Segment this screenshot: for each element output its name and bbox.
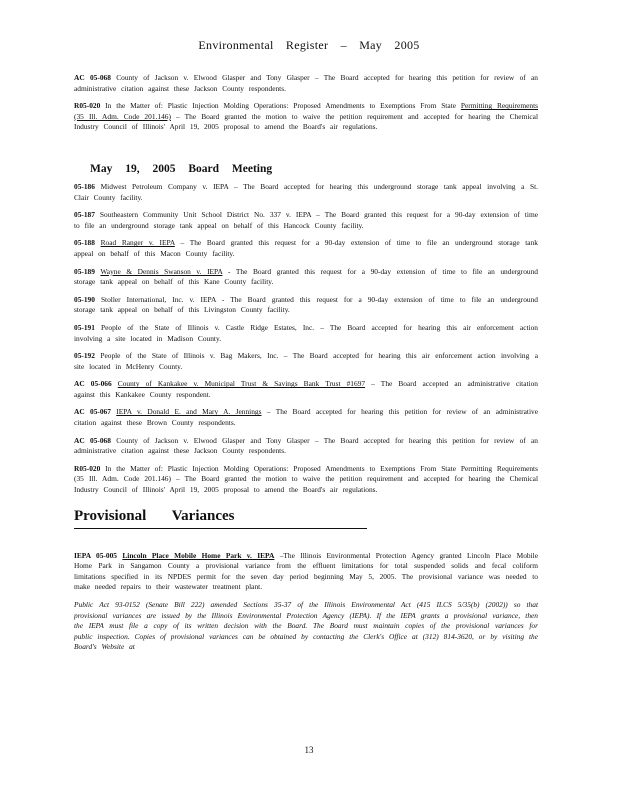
entry-id: 05-187: [74, 210, 95, 220]
entry-text: – The Board granted the motion to waive the petition requirement and accepted for hearing the Chemical Industry Council of Illinois' April 19, 2005 proposal to amend the Board's air regulations.: [74, 111, 538, 132]
entry-id: IEPA 05-005: [74, 550, 117, 560]
entry-r05-020-top: [74, 101, 538, 133]
entry-text: – The Board accepted an administrative citation against this Kankakee County respondent.: [74, 379, 539, 399]
entry-case-name: County of Kankakee v. Municipal Trust & Savings Bank Trust #1697: [117, 379, 366, 389]
entry-text: People of the State of Illinois v. Bag Makers, Inc. – The Board accepted for hearing this air enforcement action involving a site located in McHenry County.: [74, 351, 538, 371]
entry-text: In the Matter of: Plastic Injection Molding Operations: Proposed Amendments to Exemptions From State: [100, 101, 461, 111]
entry-id: AC 05-066: [74, 379, 112, 389]
entry-underlined-text: Permitting Requirements (35 Ill. Adm. Code 201.146): [74, 101, 538, 121]
entry-id: R05-020: [74, 101, 101, 111]
page-header: Environmental Register – May 2005: [198, 38, 420, 52]
entry-text: Midwest Petroleum Company v. IEPA – The Board accepted for hearing this underground storage tank appeal involving a St. Clair County facility.: [74, 181, 538, 202]
entry-text: –The Illinois Environmental Protection Agency granted Lincoln Place Mobile Home Park in Sangamon County a provisional variance from the effluent limitations for total suspended solids and fecal coliform limitations specified in its NPDES permit for the seven day period beginning May 5, 2005. The provisional variance was needed to make needed repairs to their wastewater treatment plant.: [74, 550, 538, 592]
entry-text: - The Board granted this request for a 90-day extension of time to file an underground storage tank appeal on behalf of this Kane County facility.: [74, 266, 538, 287]
entry-text: County of Jackson v. Elwood Glasper and Tony Glasper – The Board accepted for hearing this petition for review of an administrative citation against these Jackson County respondents.: [74, 435, 538, 456]
entry-text: – The Board granted this request for a 90-day extension of time to file an underground storage tank appeal on behalf of this Macon County facility.: [74, 238, 538, 258]
entry-text: County of Jackson v. Elwood Glasper and Tony Glasper – The Board accepted for hearing this petition for review of an administrative citation against these Jackson County respondents.: [74, 73, 538, 93]
entry-case-name: Road Ranger v. IEPA: [100, 238, 175, 248]
entry-id: AC 05-068: [74, 73, 111, 82]
entry-id: 05-189: [74, 266, 95, 276]
entry-ac-05-067: [74, 407, 538, 428]
entry-05-189: [74, 267, 538, 288]
entry-id: 05-186: [74, 181, 95, 191]
entry-r05-020: [74, 464, 538, 496]
page-number: 13: [304, 745, 314, 755]
entry-id: 05-191: [74, 322, 95, 332]
entry-id: AC 05-067: [74, 407, 111, 417]
entry-iepa-05-005: [74, 551, 538, 593]
entry-ac-05-068: [74, 436, 538, 457]
entry-05-188: [74, 238, 538, 259]
public-act-note: Public Act 93-0152 (Senate Bill 222) amended Sections 35-37 of the Illinois Environmental Act (415 ILCS 5/35(b) (2002)) so that provisional variances are issued by the Illinois Environmental Protection Agency (IEPA). If the IEPA grants a provisional variance, then the IEPA must file a copy of its written decision with the Board. The Board must maintain copies of the provisional variances for public inspection. Copies of provisional variances can be obtained by contacting the Clerk's Office at (312) 814-3620, or by visiting the Board's Website at: [74, 600, 538, 652]
entry-text: People of the State of Illinois v. Castle Ridge Estates, Inc. – The Board accepted for hearing this air enforcement action involving a site located in Madison County.: [74, 322, 538, 343]
meeting-heading: May 19, 2005 Board Meeting: [90, 162, 273, 175]
entry-id: AC 05-068: [74, 435, 111, 445]
entry-text: Southeastern Community Unit School District No. 337 v. IEPA – The Board granted this request for a 90-day extension of time to file an underground storage tank appeal on behalf of this Hancock County facility.: [74, 210, 538, 230]
entry-id: R05-020: [74, 463, 101, 473]
section-heading-provisional-variances: Provisional Variances: [74, 507, 235, 524]
entry-05-186: [74, 182, 538, 203]
entry-text: – The Board accepted for hearing this petition for review of an administrative citation against these Brown County respondents.: [74, 407, 538, 428]
entry-ac-05-066: [74, 379, 538, 400]
entry-id: 05-192: [74, 351, 95, 361]
entry-text: In the Matter of: Plastic Injection Molding Operations: Proposed Amendments to Exemptions From State Permitting Requirements (35 Ill. Adm. Code 201.146) – The Board granted the motion to waive the petition requirement and accepted for hearing the Chemical Industry Council of Illinois' April 19, 2005 proposal to amend the Board's air regulations.: [74, 463, 538, 495]
entry-case-name: IEPA v. Donald E. and Mary A. Jennings: [116, 407, 262, 417]
entry-05-191: [74, 323, 538, 344]
entry-id: 05-188: [74, 238, 95, 248]
entry-text: Stoller International, Inc. v. IEPA - The Board granted this request for a 90-day extension of time to file an underground storage tank appeal on behalf of this Livingston County facility.: [74, 294, 538, 315]
entry-05-190: [74, 295, 538, 316]
entry-ac-05-068-top: [74, 73, 538, 94]
entry-id: 05-190: [74, 294, 95, 304]
entry-05-187: [74, 210, 538, 231]
entry-case-name: Wayne & Dennis Swanson v. IEPA: [100, 266, 223, 276]
entry-case-name: Lincoln Place Mobile Home Park v. IEPA: [122, 550, 275, 560]
section-rule: [74, 528, 367, 529]
page-content: [74, 73, 538, 660]
entry-05-192: [74, 351, 538, 372]
